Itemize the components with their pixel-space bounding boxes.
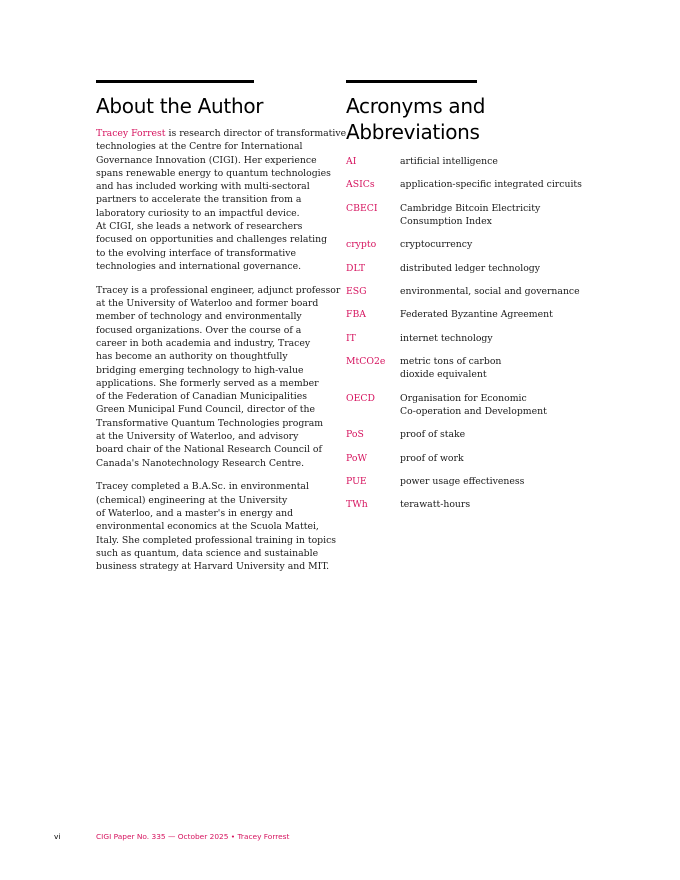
bio-line: technologies and international governance. bbox=[96, 260, 302, 272]
bio-line: (chemical) engineering at the University bbox=[96, 494, 288, 506]
author-bio bbox=[96, 127, 347, 574]
bio-line: environmental economics at the Scuola Mattei, bbox=[96, 521, 319, 533]
bio-line: of Waterloo, and a master's in energy and bbox=[96, 508, 294, 520]
acronym-row bbox=[346, 428, 596, 442]
acronym-definition: proof of work bbox=[400, 452, 464, 464]
acronym-abbr: TWh bbox=[346, 499, 368, 511]
acronym-abbr: OECD bbox=[346, 392, 375, 404]
bio-paragraph-1 bbox=[96, 127, 347, 273]
acronym-abbr: PUE bbox=[346, 476, 367, 488]
acronym-abbr: AI bbox=[346, 156, 357, 167]
acronym-row bbox=[346, 452, 596, 466]
bio-line: Tracey completed a B.A.Sc. in environmental bbox=[96, 481, 309, 493]
footer-citation: CIGI Paper No. 335 — October 2025 • Tracey Forrest bbox=[96, 832, 290, 841]
bio-line: has become an authority on thoughtfully bbox=[96, 351, 288, 363]
acronym-definition: power usage effectiveness bbox=[400, 476, 525, 488]
bio-line: focused on opportunities and challenges relating bbox=[96, 234, 328, 246]
bio-line: technologies at the Centre for International bbox=[96, 141, 303, 153]
author-name: Tracey Forrest bbox=[96, 128, 166, 139]
acronym-definition: artificial intelligence bbox=[400, 156, 498, 167]
acronym-abbr: ASICs bbox=[346, 179, 375, 191]
acronyms-heading bbox=[346, 93, 596, 145]
bio-line: Tracey is a professional engineer, adjunct professor bbox=[96, 284, 341, 296]
about-author-heading: About the Author bbox=[96, 94, 264, 118]
acronym-row bbox=[346, 355, 596, 382]
bio-line: At CIGI, she leads a network of researchers bbox=[96, 221, 303, 233]
bio-line: applications. She formerly served as a member bbox=[96, 377, 319, 389]
acronym-definition: Organisation for Economic Co-operation and Development bbox=[400, 392, 547, 418]
bio-line: Governance Innovation (CIGI). Her experience bbox=[96, 154, 317, 166]
acronym-list bbox=[346, 155, 596, 512]
bio-line: Green Municipal Fund Council, director of the bbox=[96, 404, 315, 416]
acronym-row bbox=[346, 202, 596, 229]
acronym-abbr: CBECI bbox=[346, 202, 378, 214]
bio-line: laboratory curiosity to an impactful device. bbox=[96, 207, 300, 219]
bio-paragraph-3 bbox=[96, 480, 336, 573]
acronym-abbr: crypto bbox=[346, 239, 377, 251]
bio-line: at the University of Waterloo, and advisory bbox=[96, 431, 299, 443]
bio-line: bridging emerging technology to high-value bbox=[96, 364, 304, 376]
section-rule bbox=[96, 80, 254, 83]
acronym-abbr: MtCO2e bbox=[346, 355, 386, 367]
acronym-abbr: PoW bbox=[346, 452, 368, 464]
bio-line: partners to accelerate the transition from a bbox=[96, 194, 302, 206]
page-number: vi bbox=[54, 832, 61, 841]
acronym-row bbox=[346, 155, 596, 169]
acronym-definition: Federated Byzantine Agreement bbox=[400, 309, 553, 321]
acronym-row bbox=[346, 498, 596, 512]
bio-line: of the Federation of Canadian Municipalities bbox=[96, 391, 307, 403]
acronym-abbr: FBA bbox=[346, 309, 366, 321]
bio-line: career in both academia and industry, Tracey bbox=[96, 337, 311, 349]
acronym-definition: application-specific integrated circuits bbox=[400, 179, 582, 191]
acronym-row bbox=[346, 308, 596, 322]
acronyms-heading-line-1: Acronyms and bbox=[346, 94, 486, 118]
acronym-definition: cryptocurrency bbox=[400, 239, 473, 251]
acronym-definition: metric tons of carbon dioxide equivalent bbox=[400, 355, 502, 381]
acronym-abbr: DLT bbox=[346, 262, 366, 274]
bio-line: such as quantum, data science and sustainable bbox=[96, 547, 319, 559]
acronym-row bbox=[346, 332, 596, 346]
acronym-abbr: PoS bbox=[346, 429, 364, 441]
bio-line: to the evolving interface of transformative bbox=[96, 247, 296, 259]
bio-line: at the University of Waterloo and former board bbox=[96, 298, 319, 310]
acronym-definition: distributed ledger technology bbox=[400, 262, 541, 274]
acronyms-heading-line-2: Abbreviations bbox=[346, 120, 480, 144]
acronym-abbr: IT bbox=[346, 332, 356, 344]
about-author-section bbox=[96, 80, 347, 584]
acronym-row bbox=[346, 392, 596, 419]
acronym-row bbox=[346, 262, 596, 276]
bio-line: Italy. She completed professional training in topics bbox=[96, 534, 337, 546]
bio-line: spans renewable energy to quantum technologies bbox=[96, 167, 331, 179]
bio-paragraph-2 bbox=[96, 284, 341, 470]
acronym-row bbox=[346, 178, 596, 192]
acronym-definition: internet technology bbox=[400, 332, 493, 344]
acronym-row bbox=[346, 285, 596, 299]
bio-line: Tracey Forrest is research director of transformative bbox=[96, 128, 347, 139]
bio-line: business strategy at Harvard University and MIT. bbox=[96, 561, 330, 573]
bio-line: board chair of the National Research Council of bbox=[96, 444, 322, 456]
bio-line: Transformative Quantum Technologies program bbox=[96, 417, 324, 429]
acronym-definition: environmental, social and governance bbox=[400, 285, 580, 297]
acronyms-section bbox=[346, 80, 596, 522]
section-rule bbox=[346, 80, 477, 83]
acronym-definition: proof of stake bbox=[400, 429, 466, 441]
bio-line: and has included working with multi-sectoral bbox=[96, 181, 310, 193]
acronym-abbr: ESG bbox=[346, 285, 367, 297]
acronym-row bbox=[346, 238, 596, 252]
acronym-row bbox=[346, 475, 596, 489]
acronym-definition: terawatt-hours bbox=[400, 499, 471, 511]
bio-line: Canada's Nanotechnology Research Centre. bbox=[96, 457, 305, 469]
bio-line: member of technology and environmentally bbox=[96, 311, 302, 323]
acronym-definition: Cambridge Bitcoin Electricity Consumption Index bbox=[400, 202, 541, 228]
bio-line: focused organizations. Over the course of a bbox=[96, 324, 302, 336]
